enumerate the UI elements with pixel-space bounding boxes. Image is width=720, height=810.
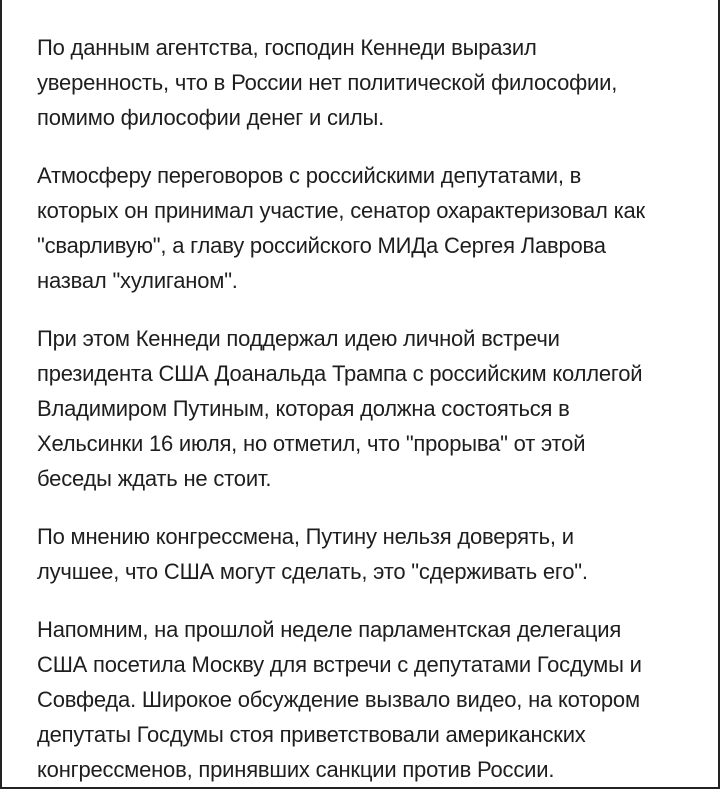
paragraph-2 — [37, 158, 697, 298]
text-line: Атмосферу переговоров с российскими депутатами, в — [37, 163, 582, 188]
paragraph-4 — [37, 519, 697, 589]
text-line: депутаты Госдумы стоя приветствовали американских — [37, 722, 586, 747]
text-line: лучшее, что США могут сделать, это "сдерживать его". — [37, 559, 588, 584]
paragraph-1 — [37, 30, 697, 135]
text-line: По данным агентства, господин Кеннеди выразил — [37, 35, 537, 60]
text-line: При этом Кеннеди поддержал идею личной встречи — [37, 326, 560, 351]
text-line: уверенность, что в России нет политической философии, — [37, 70, 618, 95]
text-line: Хельсинки 16 июля, но отметил, что "прорыва" от этой — [37, 431, 586, 456]
text-line: назвал "хулиганом". — [37, 268, 238, 293]
article-body — [37, 30, 697, 810]
text-line: Напомним, на прошлой неделе парламентская делегация — [37, 617, 622, 642]
text-line: президента США Доанальда Трампа с российским коллегой — [37, 361, 643, 386]
paragraph-5 — [37, 612, 697, 787]
text-line: По мнению конгрессмена, Путину нельзя доверять, и — [37, 524, 574, 549]
text-line: конгрессменов, принявших санкции против России. — [37, 757, 555, 782]
text-line: Владимиром Путиным, которая должна состояться в — [37, 396, 570, 421]
text-line: США посетила Москву для встречи с депутатами Госдумы и — [37, 652, 642, 677]
text-line: помимо философии денег и силы. — [37, 105, 385, 130]
text-line: беседы ждать не стоит. — [37, 466, 272, 491]
paragraph-3 — [37, 321, 697, 496]
text-line: "сварливую", а главу российского МИДа Сергея Лаврова — [37, 233, 606, 258]
text-line: которых он принимал участие, сенатор охарактеризовал как — [37, 198, 645, 223]
text-line: Совфеда. Широкое обсуждение вызвало видео, на котором — [37, 687, 640, 712]
